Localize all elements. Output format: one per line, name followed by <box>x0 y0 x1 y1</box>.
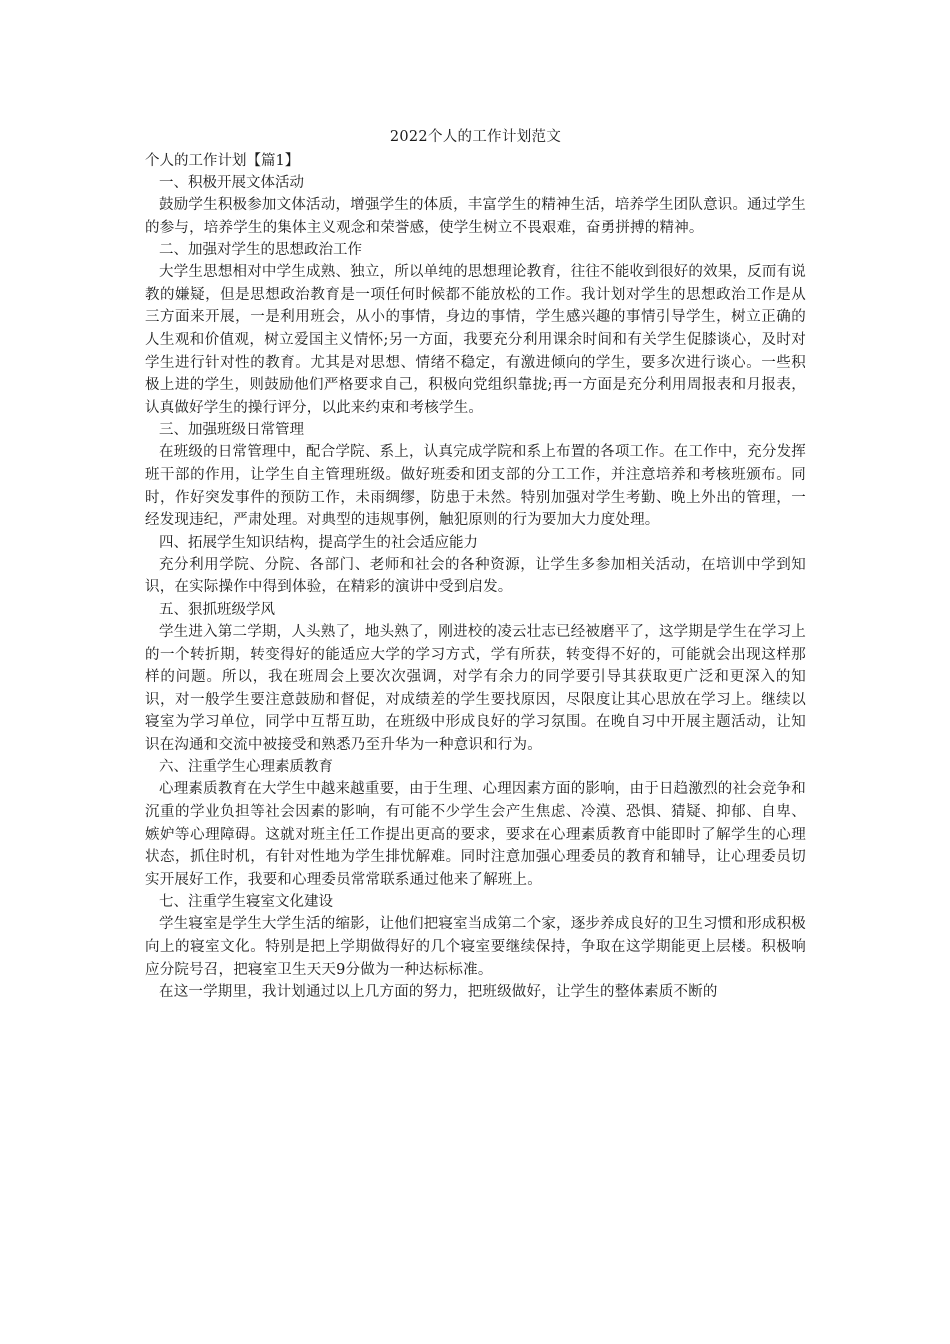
section-heading: 三、加强班级日常管理 <box>159 422 304 439</box>
section-3 <box>145 419 806 531</box>
section-heading: 一、积极开展文体活动 <box>159 175 304 191</box>
section-heading: 二、加强对学生的思想政治工作 <box>159 242 362 259</box>
section-paragraph: 大学生思想相对中学生成熟、独立，所以单纯的思想理论教育，往往不能收到很好的效果，反而有说教的嫌疑，但是思想政治教育是一项任何时候都不能放松的工作。我计划对学生的思想政治工作是从三方面来开展，一是利用班会，从小的事情，身边的事情，学生感兴趣的事情引导学生，树立正确的人生观和价值观，树立爱国主义情怀;另一方面，我要充分利用课余时间和有关学生促膝谈心，及时对学生进行针对性的教育。尤其是对思想、情绪不稳定，有激进倾向的学生，要多次进行谈心。一些积极上进的学生，则鼓励他们严格要求自己，积极向党组织靠拢;再一方面是充分利用周报表和月报表，认真做好学生的操行评分，以此来约束和考核学生。 <box>145 264 806 416</box>
section-heading: 六、注重学生心理素质教育 <box>159 759 333 776</box>
document-page <box>145 126 806 1004</box>
section-paragraph: 心理素质教育在大学生中越来越重要，由于生理、心理因素方面的影响，由于日趋激烈的社会竞争和沉重的学业负担等社会因素的影响，有可能不少学生会产生焦虑、冷漠、恐惧、猜疑、抑郁、自卑、嫉妒等心理障碍。这就对班主任工作提出更高的要求，要求在心理素质教育中能即时了解学生的心理状态，抓住时机，有针对性地为学生排忧解难。同时注意加强心理委员的教育和辅导，让心理委员切实开展好工作，我要和心理委员常常联系通过他来了解班上。 <box>145 781 806 888</box>
section-paragraph: 鼓励学生积极参加文体活动，增强学生的体质，丰富学生的精神生活，培养学生团队意识。通过学生的参与，培养学生的集体主义观念和荣誉感，使学生树立不畏艰难，奋勇拼搏的精神。 <box>145 197 806 236</box>
document-title: 2022个人的工作计划范文 <box>389 129 562 145</box>
section-paragraph: 学生寝室是学生大学生活的缩影，让他们把寝室当成第二个家，逐步养成良好的卫生习惯和形成积极向上的寝室文化。特别是把上学期做得好的几个寝室要继续保持，争取在这学期能更上层楼。积极响应分院号召，把寝室卫生天天9分做为一种达标标准。 <box>145 916 806 978</box>
section-7 <box>145 891 806 981</box>
section-6 <box>145 756 806 891</box>
closing-paragraph: 在这一学期里，我计划通过以上几方面的努力，把班级做好，让学生的整体素质不断的 <box>159 984 718 1001</box>
section-heading: 七、注重学生寝室文化建设 <box>159 894 333 911</box>
section-5 <box>145 599 806 757</box>
section-4 <box>145 532 806 599</box>
section-heading: 四、拓展学生知识结构，提高学生的社会适应能力 <box>159 534 478 551</box>
section-paragraph: 充分利用学院、分院、各部门、老师和社会的各种资源，让学生多参加相关活动，在培训中学到知识，在实际操作中得到体验，在精彩的演讲中受到启发。 <box>145 556 806 596</box>
section-1 <box>145 172 806 239</box>
section-paragraph: 学生进入第二学期，人头熟了，地头熟了，刚进校的凌云壮志已经被磨平了，这学期是学生在学习上的一个转折期，转变得好的能适应大学的学习方式，学有所获，转变得不好的，可能就会出现这样那样的问题。所以，我在班周会上要次次强调，对学有余力的同学要引导其获取更广泛和更深入的知识，对一般学生要注意鼓励和督促，对成绩差的学生要找原因，尽限度让其心思放在学习上。继续以寝室为学习单位，同学中互帮互助，在班级中形成良好的学习氛围。在晚自习中开展主题活动，让知识在沟通和交流中被接受和熟悉乃至升华为一种意识和行为。 <box>145 623 806 753</box>
section-paragraph: 在班级的日常管理中，配合学院、系上，认真完成学院和系上布置的各项工作。在工作中，充分发挥班干部的作用，让学生自主管理班级。做好班委和团支部的分工工作，并注意培养和考核班颁布。同时，作好突发事件的预防工作，未雨绸缪，防患于未然。特别加强对学生考勤、晚上外出的管理，一经发现违纪，严肃处理。对典型的违规事例，触犯原则的行为要加大力度处理。 <box>145 444 806 529</box>
document-subtitle: 个人的工作计划【篇1】 <box>145 153 300 169</box>
section-heading: 五、狠抓班级学风 <box>159 601 275 618</box>
section-2 <box>145 239 806 419</box>
